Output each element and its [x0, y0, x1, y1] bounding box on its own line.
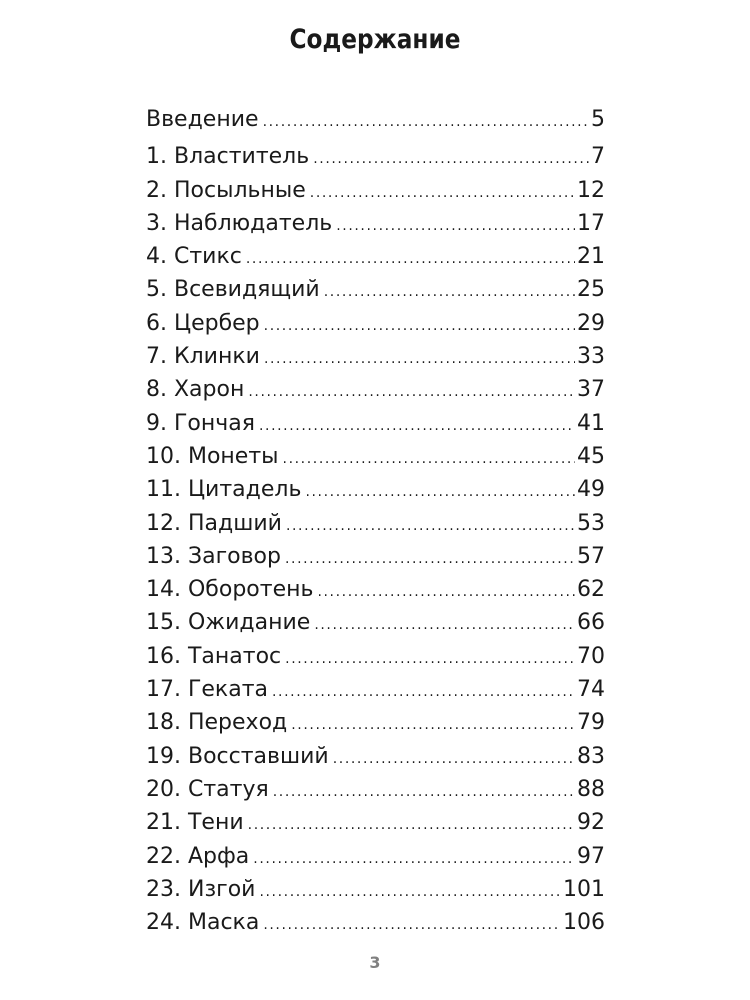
toc-entry [146, 140, 605, 173]
toc-entry-label: 9. Гончая [146, 410, 255, 436]
dot-leader [259, 876, 561, 909]
toc-entry [146, 473, 605, 506]
toc-entry-label: 16. Танатос [146, 643, 282, 669]
dot-leader [291, 709, 575, 742]
toc-entry-page: 12 [577, 177, 605, 203]
toc-entry [146, 240, 605, 273]
toc-entry-page: 7 [591, 144, 605, 170]
toc-entry [146, 440, 605, 473]
toc-entry-label: 23. Изгой [146, 876, 256, 902]
toc-entry [146, 174, 605, 207]
toc-entry-label: 3. Наблюдатель [146, 210, 333, 236]
toc-entry [146, 606, 605, 639]
toc-entry [146, 740, 605, 773]
toc-entry-page: 17 [577, 210, 605, 236]
dot-leader [285, 543, 575, 576]
dot-leader [336, 210, 575, 243]
toc-entry-label: 15. Ожидание [146, 610, 311, 636]
dot-leader [313, 143, 589, 176]
toc-entry [146, 806, 605, 839]
dot-leader [272, 676, 575, 709]
toc-entry [146, 307, 605, 340]
toc-entry-page: 5 [591, 107, 605, 132]
toc-entry-label: 4. Стикс [146, 244, 242, 270]
toc-entry-label: 18. Переход [146, 710, 288, 736]
toc-entry-page: 88 [577, 776, 605, 802]
dot-leader [305, 476, 575, 509]
toc-entry [146, 507, 605, 540]
dot-leader [264, 343, 575, 376]
toc-entry-label: 6. Цербер [146, 310, 260, 336]
dot-leader [263, 106, 589, 139]
toc-entry [146, 773, 605, 806]
toc-entry-label: 7. Клинки [146, 344, 260, 370]
toc-entry-page: 79 [577, 710, 605, 736]
toc-entry-page: 25 [577, 277, 605, 303]
toc-entry-label: Введение [146, 107, 259, 132]
dot-leader [324, 276, 575, 309]
dot-leader [259, 410, 575, 443]
toc-entry-page: 21 [577, 244, 605, 270]
dot-leader [333, 743, 575, 776]
toc-entry-page: 74 [577, 677, 605, 703]
toc-entry [146, 373, 605, 406]
toc-entry-page: 33 [577, 344, 605, 370]
toc-entry-page: 41 [577, 410, 605, 436]
dot-leader [273, 776, 575, 809]
toc-entry [146, 673, 605, 706]
toc-entry-page: 101 [563, 876, 605, 902]
toc-entry-label: 21. Тени [146, 810, 244, 836]
toc-entry-label: 22. Арфа [146, 843, 250, 869]
toc-entry-page: 83 [577, 743, 605, 769]
toc-entry [146, 573, 605, 606]
toc-entry-label: 13. Заговор [146, 543, 281, 569]
toc-entry-label: 5. Всевидящий [146, 277, 320, 303]
toc-entry [146, 207, 605, 240]
toc-entry-label: 17. Геката [146, 677, 268, 703]
toc-entry [146, 873, 605, 906]
toc-entry [146, 340, 605, 373]
toc-entry [146, 906, 605, 939]
toc-entry [146, 407, 605, 440]
toc-entry-page: 45 [577, 443, 605, 469]
toc-entry-page: 57 [577, 543, 605, 569]
dot-leader [253, 843, 575, 876]
toc-entry-page: 29 [577, 310, 605, 336]
page-number: 3 [369, 953, 381, 972]
toc-entry-page: 53 [577, 510, 605, 536]
toc-entry-label: 1. Властитель [146, 144, 310, 170]
toc-entry-page: 106 [563, 910, 605, 936]
dot-leader [264, 310, 575, 343]
dot-leader [310, 177, 575, 210]
dot-leader [285, 643, 575, 676]
toc-entry-label: 2. Посыльные [146, 177, 306, 203]
toc-entry-label: 12. Падший [146, 510, 282, 536]
dot-leader [317, 576, 575, 609]
toc-entry-label: 24. Маска [146, 910, 260, 936]
toc-entry-page: 49 [577, 477, 605, 503]
toc-entry-page: 37 [577, 377, 605, 403]
table-of-contents [146, 103, 605, 939]
dot-leader [263, 909, 561, 942]
toc-entry [146, 840, 605, 873]
dot-leader [314, 609, 575, 642]
toc-entry-page: 70 [577, 643, 605, 669]
toc-entry [146, 640, 605, 673]
toc-entry-label: 20. Статуя [146, 776, 269, 802]
dot-leader [286, 510, 575, 543]
toc-entry-label: 8. Харон [146, 377, 245, 403]
toc-entry [146, 706, 605, 739]
toc-entry-label: 11. Цитадель [146, 477, 302, 503]
dot-leader [246, 243, 575, 276]
toc-entry-page: 66 [577, 610, 605, 636]
toc-entry [146, 273, 605, 306]
toc-entry [146, 540, 605, 573]
toc-entry-page: 92 [577, 810, 605, 836]
dot-leader [283, 443, 575, 476]
dot-leader [248, 376, 575, 409]
toc-entry-page: 62 [577, 577, 605, 603]
dot-leader [248, 809, 575, 842]
toc-entry-label: 19. Восставший [146, 743, 329, 769]
toc-entry [146, 103, 605, 136]
toc-entry-page: 97 [577, 843, 605, 869]
page-title: Содержание [289, 24, 461, 55]
toc-entry-label: 14. Оборотень [146, 577, 314, 603]
toc-entry-label: 10. Монеты [146, 443, 279, 469]
